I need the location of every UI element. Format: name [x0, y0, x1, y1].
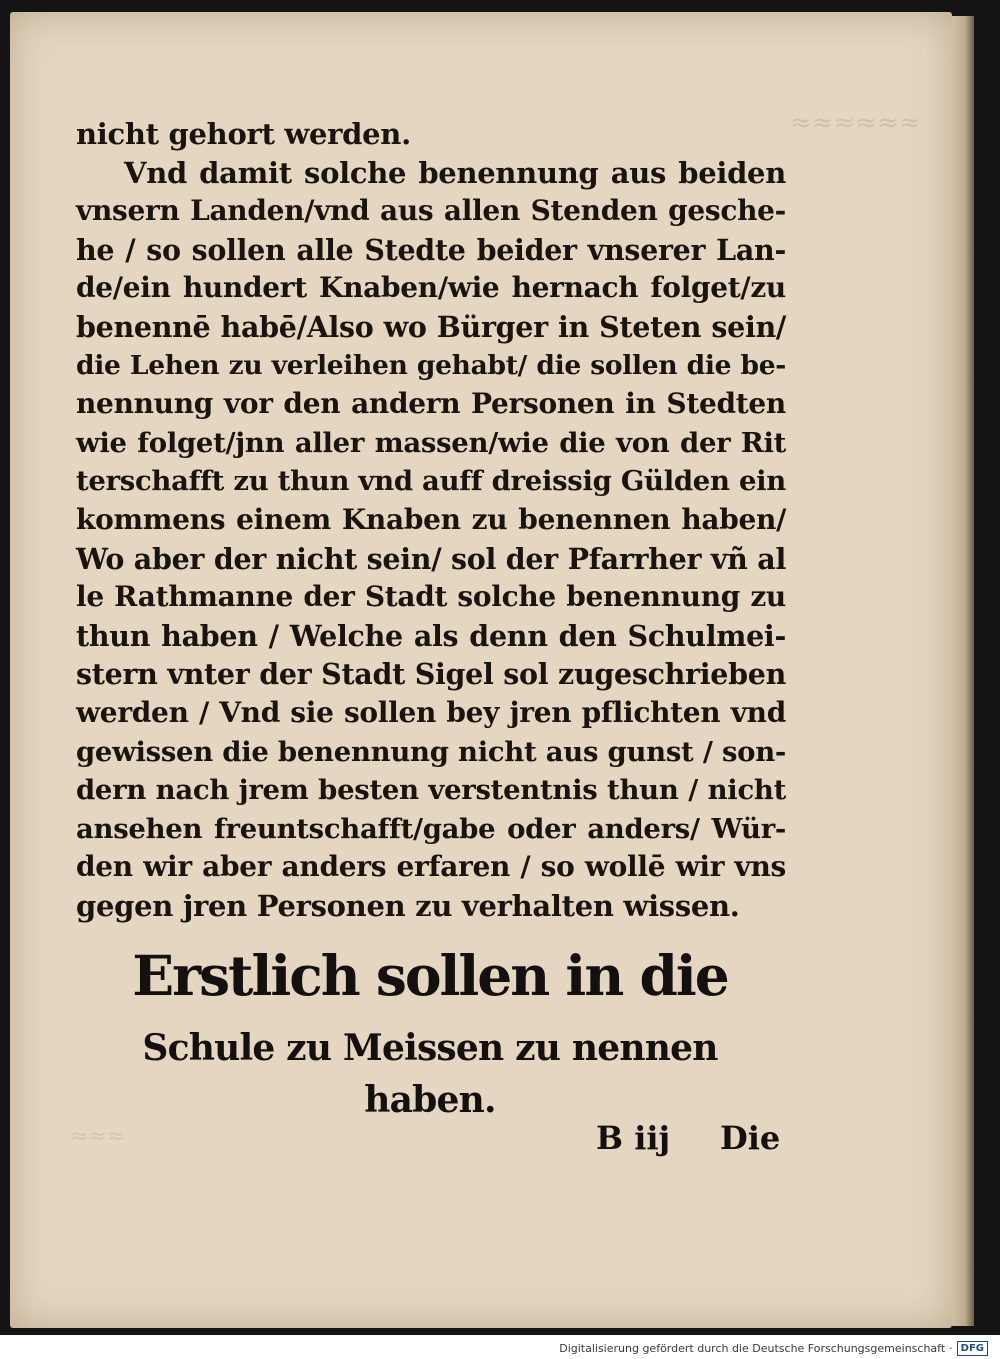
subheading-line: Schule zu Meissen zu nennen — [142, 1027, 718, 1069]
bleed-through-mark: ≈≈≈ — [70, 1124, 126, 1149]
text-line: gewissen die benennung nicht aus gunst / son- — [76, 735, 786, 768]
footer-credit: Digitalisierung gefördert durch die Deutsche Forschungsgemeinschaft — [559, 1341, 946, 1355]
section-subheading — [130, 1022, 730, 1126]
text-line: wie folget/jnn aller massen/wie die von der Rit — [76, 426, 786, 459]
text-line: le Rathmanne der Stadt solche benennung zu — [76, 580, 786, 614]
text-line: Vnd damit solche benennung aus beiden — [124, 155, 786, 190]
text-line: benennē habē/Also wo Bürger in Steten sein/ — [76, 309, 786, 344]
text-line: he / so sollen alle Stedte beider vnserer Lan- — [76, 232, 786, 267]
text-line: ansehen freuntschafft/gabe oder anders/ Wür- — [76, 812, 786, 845]
text-line: die Lehen zu verleihen gehabt/ die sollen die be- — [76, 349, 786, 381]
text-line: de/ein hundert Knaben/wie hernach folget/zu — [76, 271, 786, 305]
text-line: nennung vor den andern Personen in Stedten — [76, 387, 786, 421]
dfg-logo[interactable]: DFG — [957, 1341, 988, 1356]
page-edge — [952, 16, 974, 1326]
digitization-footer — [559, 1339, 988, 1357]
text-line: dern nach jrem besten verstentnis thun / nicht — [76, 774, 786, 807]
text-line: Wo aber der nicht sein/ sol der Pfarrher vñ al — [76, 541, 786, 576]
text-line: thun haben / Welche als denn den Schulmei- — [76, 618, 786, 653]
body-text — [76, 115, 786, 925]
text-line: kommens einem Knaben zu benennen haben/ — [76, 502, 786, 536]
text-line: nicht gehort werden. — [76, 117, 411, 151]
signature-mark: B iij — [596, 1119, 671, 1157]
text-line: vnsern Landen/vnd aus allen Stenden gesche- — [76, 194, 786, 228]
text-line: den wir aber anders erfaren / so wollē wir vns — [76, 850, 786, 884]
text-line: terschafft zu thun vnd auff dreissig Gülden ein — [76, 465, 786, 498]
footer-separator: · — [949, 1341, 953, 1355]
bleed-through-text: ≈≈≈≈≈≈ — [790, 108, 921, 138]
subheading-line: haben. — [364, 1079, 496, 1121]
catchword: Die — [720, 1119, 781, 1157]
text-line: werden / Vnd sie sollen bey jren pflichten vnd — [76, 695, 786, 729]
text-line: stern vnter der Stadt Sigel sol zugeschrieben — [76, 657, 786, 692]
text-line: gegen jren Personen zu verhalten wissen. — [76, 888, 740, 923]
section-heading: Erstlich sollen in die — [132, 943, 728, 1008]
